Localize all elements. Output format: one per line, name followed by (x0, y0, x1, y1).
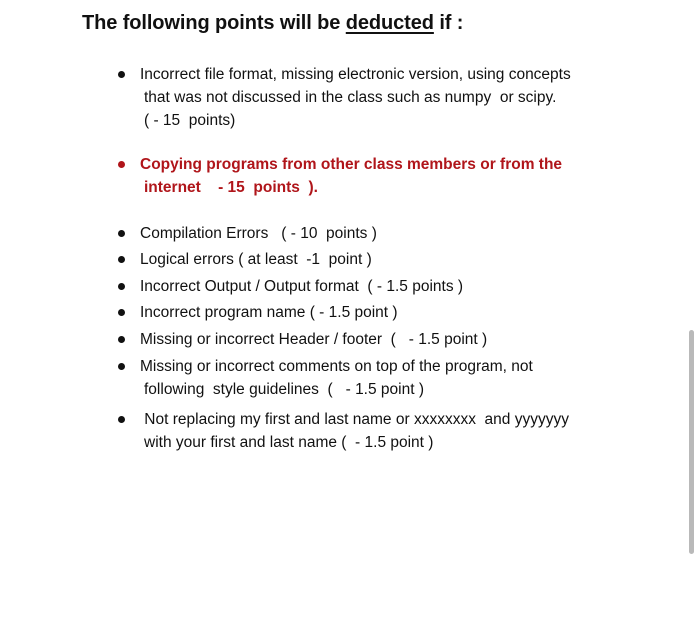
list-item-text: Missing or incorrect comments on top of the program, not (140, 358, 533, 375)
bullet-icon (118, 416, 125, 423)
list-item-text: that was not discussed in the class such as numpy or scipy. (144, 89, 557, 106)
bullet-icon (118, 363, 125, 370)
bullet-icon (118, 309, 125, 316)
vertical-scrollbar[interactable] (689, 330, 694, 554)
bullet-icon (118, 71, 125, 78)
list-item-text: internet - 15 points ). (144, 179, 318, 196)
list-item-copying-programs (118, 153, 562, 199)
list-item-text: Logical errors ( at least -1 point ) (140, 251, 372, 268)
list-item-text: following style guidelines ( - 1.5 point ) (144, 381, 424, 398)
list-item-text: with your first and last name ( - 1.5 point ) (144, 434, 434, 451)
heading-prefix: The following points will be (82, 12, 346, 34)
list-item-text: Incorrect program name ( - 1.5 point ) (140, 304, 398, 321)
list-item-text: Copying programs from other class members or from the (140, 156, 563, 173)
list-item-text: Incorrect file format, missing electronic version, using concepts (140, 66, 571, 83)
list-item-header-footer (118, 328, 487, 351)
list-item-logical-errors (118, 248, 372, 271)
list-item-file-format (118, 63, 571, 132)
bullet-icon (118, 256, 125, 263)
list-item-text: Incorrect Output / Output format ( - 1.5 points ) (140, 278, 464, 295)
list-item-text: Missing or incorrect Header / footer ( - 1.5 point ) (140, 331, 488, 348)
heading-suffix: if : (433, 12, 464, 34)
list-item-incorrect-output (118, 275, 463, 298)
list-item-text: Not replacing my first and last name or xxxxxxxx and yyyyyyy (140, 411, 569, 428)
heading-underlined-word: deducted (345, 12, 434, 34)
bullet-icon (118, 161, 125, 168)
list-item-text: ( - 15 points) (144, 112, 236, 129)
list-item-comments (118, 355, 533, 401)
list-item-name-replacement (118, 408, 569, 454)
list-item-program-name (118, 301, 398, 324)
list-item-compilation-errors (118, 222, 377, 245)
bullet-icon (118, 283, 125, 290)
bullet-icon (118, 336, 125, 343)
list-item-text: Compilation Errors ( - 10 points ) (140, 225, 377, 242)
page-heading (82, 10, 463, 36)
bullet-icon (118, 230, 125, 237)
